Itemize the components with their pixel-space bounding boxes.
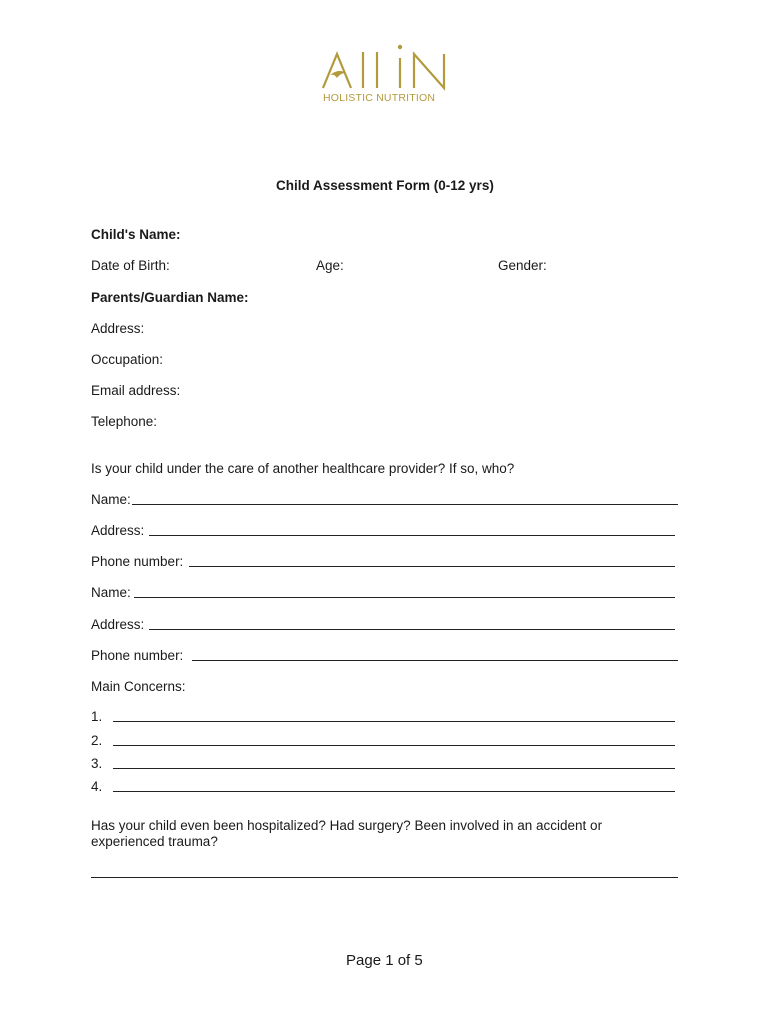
provider-phone-line[interactable] xyxy=(189,566,675,567)
concern-number: 4. xyxy=(91,779,103,794)
concern-line[interactable] xyxy=(113,768,675,769)
concern-number: 3. xyxy=(91,756,103,771)
provider-name-line[interactable] xyxy=(134,597,675,598)
concern-line[interactable] xyxy=(113,791,675,792)
address-label: Address: xyxy=(91,321,145,336)
hospital-question-continued: experienced trauma? xyxy=(91,834,218,849)
form-title: Child Assessment Form (0-12 yrs) xyxy=(276,178,494,193)
provider-address-line[interactable] xyxy=(149,629,675,630)
provider-name-label: Name: xyxy=(91,585,131,600)
age-label: Age: xyxy=(316,258,344,273)
concern-line[interactable] xyxy=(113,721,675,722)
provider-address-label: Address: xyxy=(91,617,145,632)
hospital-answer-line[interactable] xyxy=(91,877,678,878)
concern-number: 2. xyxy=(91,733,103,748)
concern-number: 1. xyxy=(91,709,103,724)
provider-question: Is your child under the care of another healthcare provider? If so, who? xyxy=(91,461,515,476)
hospital-question: Has your child even been hospitalized? Had surgery? Been involved in an accident or xyxy=(91,818,603,833)
main-concerns-label: Main Concerns: xyxy=(91,679,186,694)
gender-label: Gender: xyxy=(498,258,547,273)
provider-name-label: Name: xyxy=(91,492,131,507)
provider-phone-line[interactable] xyxy=(192,660,678,661)
page-indicator: Page 1 of 5 xyxy=(346,952,423,969)
dob-label: Date of Birth: xyxy=(91,258,170,273)
logo-subtitle: HOLISTIC NUTRITION xyxy=(323,92,436,104)
telephone-label: Telephone: xyxy=(91,414,158,429)
concern-line[interactable] xyxy=(113,745,675,746)
email-label: Email address: xyxy=(91,383,181,398)
provider-phone-label: Phone number: xyxy=(91,554,184,569)
occupation-label: Occupation: xyxy=(91,352,164,367)
provider-phone-label: Phone number: xyxy=(91,648,184,663)
childs-name-label: Child's Name: xyxy=(91,227,181,242)
provider-address-label: Address: xyxy=(91,523,145,538)
provider-address-line[interactable] xyxy=(149,535,675,536)
parents-label: Parents/Guardian Name: xyxy=(91,290,249,305)
provider-name-line[interactable] xyxy=(132,504,678,505)
